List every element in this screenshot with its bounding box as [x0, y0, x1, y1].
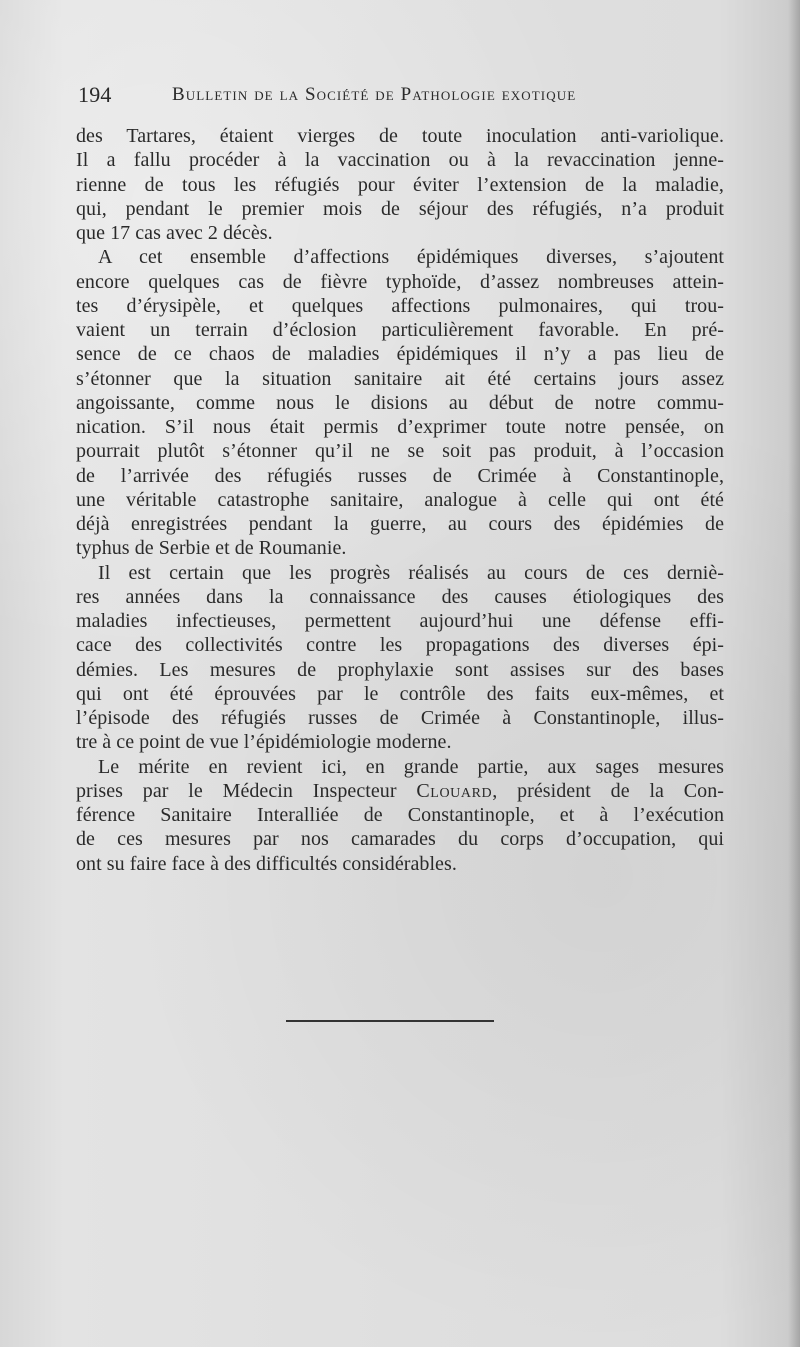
text-line: ont su faire face à des difficultés considérables.	[76, 852, 457, 875]
section-rule	[286, 1020, 494, 1022]
text-line: pourrait plutôt s’étonner qu’il ne se soit pas produit, à l’occasion	[76, 440, 724, 463]
text-line: Le mérite en revient ici, en grande partie, aux sages mesures	[98, 755, 724, 778]
text-line: angoissante, comme nous le disions au début de notre commu-	[76, 391, 724, 414]
text-line: des Tartares, étaient vierges de toute inoculation anti-variolique.	[76, 125, 724, 147]
text-line: une véritable catastrophe sanitaire, analogue à celle qui ont été	[76, 488, 724, 511]
text-line: tre à ce point de vue l’épidémiologie moderne.	[76, 731, 452, 754]
text-line: maladies infectieuses, permettent aujourd’hui une défense effi-	[76, 610, 724, 632]
running-title: Bulletin de la Société de Pathologie exotique	[172, 84, 577, 105]
text-line: res années dans la connaissance des causes étiologiques des	[76, 585, 724, 608]
small-caps-name: Clouard	[416, 779, 493, 802]
text-line: typhus de Serbie et de Roumanie.	[76, 537, 347, 560]
text-line: tes d’érysipèle, et quelques affections pulmonaires, qui trou-	[76, 294, 724, 317]
text-line: rienne de tous les réfugiés pour éviter l’extension de la maladie,	[76, 173, 724, 196]
text-line: encore quelques cas de fièvre typhoïde, d’assez nombreuses attein-	[76, 270, 724, 293]
text-line: qui, pendant le premier mois de séjour des réfugiés, n’a produit	[76, 197, 724, 220]
text-line: de ces mesures par nos camarades du corps d’occupation, qui	[76, 828, 724, 851]
text-line: déjà enregistrées pendant la guerre, au cours des épidémies de	[76, 513, 724, 535]
text-line: que 17 cas avec 2 décès.	[76, 222, 273, 244]
text-line: s’étonner que la situation sanitaire ait été certains jours assez	[76, 367, 724, 390]
text-line: Il a fallu procéder à la vaccination ou à la revaccination jenne-	[76, 149, 724, 172]
text-line: Il est certain que les progrès réalisés au cours de ces derniè-	[98, 561, 724, 584]
text-line: de l’arrivée des réfugiés russes de Crimée à Constantinople,	[76, 464, 724, 487]
text-line: cace des collectivités contre les propagations des diverses épi-	[76, 634, 724, 657]
text-line: prises par le Médecin Inspecteur Clouard, président de la Con-	[76, 779, 724, 802]
page-number: 194	[78, 82, 112, 107]
text-line: qui ont été éprouvées par le contrôle des faits eux-mêmes, et	[76, 682, 724, 705]
text-line: A cet ensemble d’affections épidémiques diverses, s’ajoutent	[98, 246, 724, 269]
text-line: l’épisode des réfugiés russes de Crimée à Constantinople, illus-	[76, 707, 724, 729]
text-line: sence de ce chaos de maladies épidémiques il n’y a pas lieu de	[76, 343, 724, 366]
text-line: nication. S’il nous était permis d’exprimer toute notre pensée, on	[76, 416, 724, 438]
page-header	[78, 82, 728, 118]
text-line: démies. Les mesures de prophylaxie sont assises sur des bases	[76, 658, 724, 681]
body-text	[76, 124, 724, 876]
text-line: férence Sanitaire Interalliée de Constantinople, et à l’exécution	[76, 804, 724, 826]
text-line: vaient un terrain d’éclosion particulièrement favorable. En pré-	[76, 319, 724, 341]
page-edge-shadow	[788, 0, 800, 1347]
